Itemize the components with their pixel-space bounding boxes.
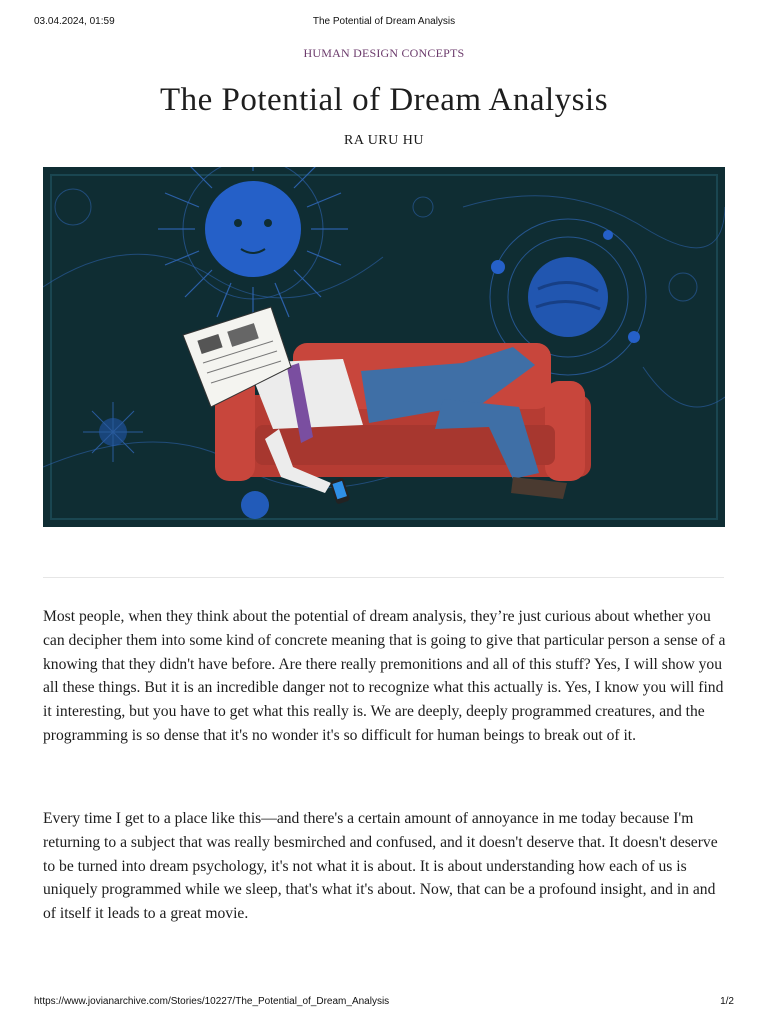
section-divider	[43, 577, 724, 578]
hero-illustration	[43, 167, 725, 527]
article-paragraph: Most people, when they think about the potential of dream analysis, they’re just curious about whether you can decipher them into some kind of concrete meaning that is going to give that particular person a sense of a knowing that they didn't have before. Are there really premonitions and all of this stuff? Yes, I will show you all these things. But it is an incredible danger not to recognize what this actually is. Yes, I know you will find it interesting, but you have to get what this really is. We are deeply, deeply programmed creatures, and the programming is so dense that it's no wonder it's so difficult for human beings to break out of it.	[43, 608, 726, 744]
small-star-burst-icon	[83, 402, 143, 462]
article-author: RA URU HU	[344, 133, 424, 148]
article-title: The Potential of Dream Analysis	[159, 82, 609, 118]
print-url: https://www.jovianarchive.com/Stories/10227/The_Potential_of_Dream_Analysis	[34, 996, 390, 1007]
article-paragraph: Every time I get to a place like this—and there's a certain amount of annoyance in me today because I'm returning to a subject that was really besmirched and confused, and it doesn't deserve that. It doesn't deserve to be turned into dream psychology, it's not what it is about. It is about understanding how each of us is uniquely programmed while we sleep, that's what it's about. Now, that can be a profound insight, and in and of itself it leads to a great movie.	[43, 810, 718, 923]
print-footer	[34, 996, 734, 1010]
print-header	[34, 16, 734, 30]
article-category-link[interactable]: HUMAN DESIGN CONCEPTS	[303, 46, 465, 60]
print-page-number: 1/2	[720, 996, 734, 1007]
print-date: 03.04.2024, 01:59	[34, 16, 115, 27]
print-page-title: The Potential of Dream Analysis	[312, 16, 456, 27]
